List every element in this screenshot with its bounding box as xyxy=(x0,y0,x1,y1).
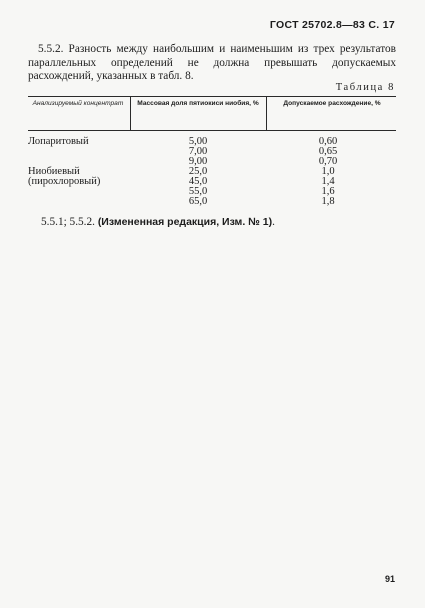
paragraph-5-5-2 xyxy=(28,43,396,84)
table-header-rule xyxy=(28,130,396,131)
cell-fraction: 5,00 xyxy=(188,136,208,147)
cell-deviation: 0,70 xyxy=(318,156,338,167)
cell-fraction: 55,0 xyxy=(188,186,208,197)
page-header: ГОСТ 25702.8—83 С. 17 xyxy=(269,19,395,31)
cell-fraction: 25,0 xyxy=(188,166,208,177)
table-top-rule xyxy=(28,96,396,97)
amendment-note-bold: (Измененная редакция, Изм. № 1) xyxy=(97,216,273,228)
cell-deviation: 0,65 xyxy=(318,146,338,157)
cell-deviation: 1,8 xyxy=(321,196,335,207)
cell-fraction: 65,0 xyxy=(188,196,208,207)
table-header-fraction: Массовая доля пятиокиси ниобия, % xyxy=(137,100,259,107)
table-column-divider-2 xyxy=(266,96,267,130)
cell-concentrate: Лопаритовый xyxy=(28,136,89,147)
cell-fraction: 45,0 xyxy=(188,176,208,187)
cell-fraction: 7,00 xyxy=(188,146,208,157)
amendment-note-suffix: . xyxy=(272,216,275,228)
table-header-deviation: Допускаемое расхождение, % xyxy=(283,100,381,107)
cell-concentrate: Ниобиевый xyxy=(28,166,80,177)
cell-deviation: 1,4 xyxy=(321,176,335,187)
amendment-note-prefix: 5.5.1; 5.5.2. xyxy=(41,216,95,228)
amendment-note xyxy=(41,216,275,228)
cell-deviation: 1,0 xyxy=(321,166,335,177)
table-column-divider-1 xyxy=(130,96,131,130)
table-caption: Таблица 8 xyxy=(335,82,395,93)
cell-fraction: 9,00 xyxy=(188,156,208,167)
cell-deviation: 0,60 xyxy=(318,136,338,147)
cell-deviation: 1,6 xyxy=(321,186,335,197)
cell-concentrate: (пирохлоровый) xyxy=(28,176,101,187)
page-number: 91 xyxy=(384,574,395,584)
table-header-concentrate: Анализируемый концентрат xyxy=(32,100,124,107)
paragraph-text: 5.5.2. Разность между наибольшим и наименьшим из трех результатов параллельных определений не должна превышать допускаемых расхождений, указанных в табл. 8. xyxy=(28,43,396,83)
